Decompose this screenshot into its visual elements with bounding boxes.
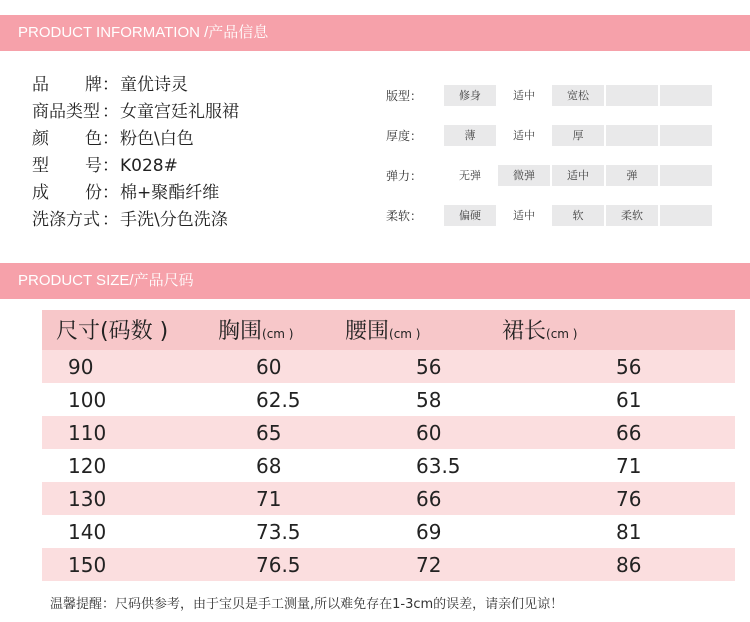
table-cell: 65 [256,421,282,445]
info-label-part: 商品类型 [32,102,100,122]
info-value: K028# [120,156,178,176]
attribute-row [386,205,714,245]
table-cell: 62.5 [256,388,301,412]
header-waist: 腰围(cm ) [345,319,421,344]
info-colon: ： [102,156,119,176]
attribute-option: 适中 [498,125,550,146]
info-row [32,126,239,153]
table-cell: 69 [416,520,442,544]
table-cell: 60 [416,421,442,445]
table-cell: 71 [256,487,282,511]
size-table-body [42,350,735,581]
product-size-banner: PRODUCT SIZE/产品尺码 [0,263,750,299]
info-label [32,180,102,207]
header-skirt-length: 裙长(cm ) [502,319,578,344]
info-label-part: 品 [32,75,49,95]
attribute-option [660,85,712,106]
info-row [32,153,239,180]
info-label [32,99,102,126]
header-chest: 胸围(cm ) [218,319,294,344]
table-cell: 90 [68,355,94,379]
attribute-option: 宽松 [552,85,604,106]
attribute-option [606,85,658,106]
table-cell: 56 [416,355,442,379]
product-info-list [32,72,239,234]
info-row [32,99,239,126]
table-cell: 60 [256,355,282,379]
info-value: 棉+聚酯纤维 [120,183,220,203]
attribute-option: 微弹 [498,165,550,186]
table-cell: 81 [616,520,642,544]
info-label [32,72,102,99]
table-row [42,350,735,383]
info-value: 手洗\分色洗涤 [120,210,228,230]
table-cell: 72 [416,553,442,577]
table-cell: 56 [616,355,642,379]
table-row [42,383,735,416]
table-cell: 140 [68,520,107,544]
table-cell: 68 [256,454,282,478]
info-label-part: 号 [85,156,102,176]
attribute-option [606,125,658,146]
table-row [42,548,735,581]
table-cell: 100 [68,388,107,412]
size-table-header [42,310,735,350]
table-cell: 86 [616,553,642,577]
attribute-option: 柔软 [606,205,658,226]
info-label-part: 型 [32,156,49,176]
info-label-part: 成 [32,183,49,203]
info-label-part: 颜 [32,129,49,149]
info-value: 女童宫廷礼服裙 [120,102,239,122]
info-label-part: 色 [85,129,102,149]
info-label [32,207,102,234]
info-label [32,153,102,180]
info-colon: ： [102,183,119,203]
table-cell: 73.5 [256,520,301,544]
table-cell: 63.5 [416,454,461,478]
table-cell: 76 [616,487,642,511]
attribute-scale-panel [386,85,714,245]
attribute-option: 厚 [552,125,604,146]
attribute-option [660,125,712,146]
header-size: 尺寸(码数 ) [56,319,169,344]
attribute-option: 弹 [606,165,658,186]
info-value: 童优诗灵 [120,75,188,95]
table-cell: 130 [68,487,107,511]
table-cell: 66 [616,421,642,445]
attribute-row [386,165,714,205]
attribute-row [386,85,714,125]
attribute-row [386,125,714,165]
attribute-option [660,205,712,226]
product-information-banner: PRODUCT INFORMATION /产品信息 [0,15,750,51]
info-label-part: 洗涤方式 [32,210,100,230]
info-row [32,207,239,234]
table-cell: 61 [616,388,642,412]
attribute-option: 适中 [498,85,550,106]
attribute-label: 柔软： [386,209,423,223]
table-cell: 66 [416,487,442,511]
attribute-option: 修身 [444,85,496,106]
table-cell: 150 [68,553,107,577]
table-row [42,416,735,449]
table-row [42,482,735,515]
info-colon: ： [102,210,119,230]
attribute-label: 厚度： [386,129,423,143]
info-label-part: 份 [85,183,102,203]
info-row [32,72,239,99]
size-note: 温馨提醒：尺码供参考，由于宝贝是手工测量,所以难免存在1-3cm的误差，请亲们见谅！ [50,597,564,612]
info-colon: ： [102,102,119,122]
info-row [32,180,239,207]
attribute-option: 偏硬 [444,205,496,226]
size-table [42,310,735,581]
attribute-option: 适中 [552,165,604,186]
table-row [42,515,735,548]
table-row [42,449,735,482]
table-cell: 76.5 [256,553,301,577]
info-label-part: 牌 [85,75,102,95]
table-cell: 58 [416,388,442,412]
attribute-option: 无弹 [444,165,496,186]
table-cell: 110 [68,421,107,445]
attribute-option: 适中 [498,205,550,226]
info-colon: ： [102,75,119,95]
attribute-option [660,165,712,186]
table-cell: 120 [68,454,107,478]
attribute-option: 软 [552,205,604,226]
attribute-label: 弹力： [386,169,423,183]
info-colon: ： [102,129,119,149]
info-label [32,126,102,153]
attribute-option: 薄 [444,125,496,146]
attribute-label: 版型： [386,89,423,103]
info-value: 粉色\白色 [120,129,194,149]
table-cell: 71 [616,454,642,478]
